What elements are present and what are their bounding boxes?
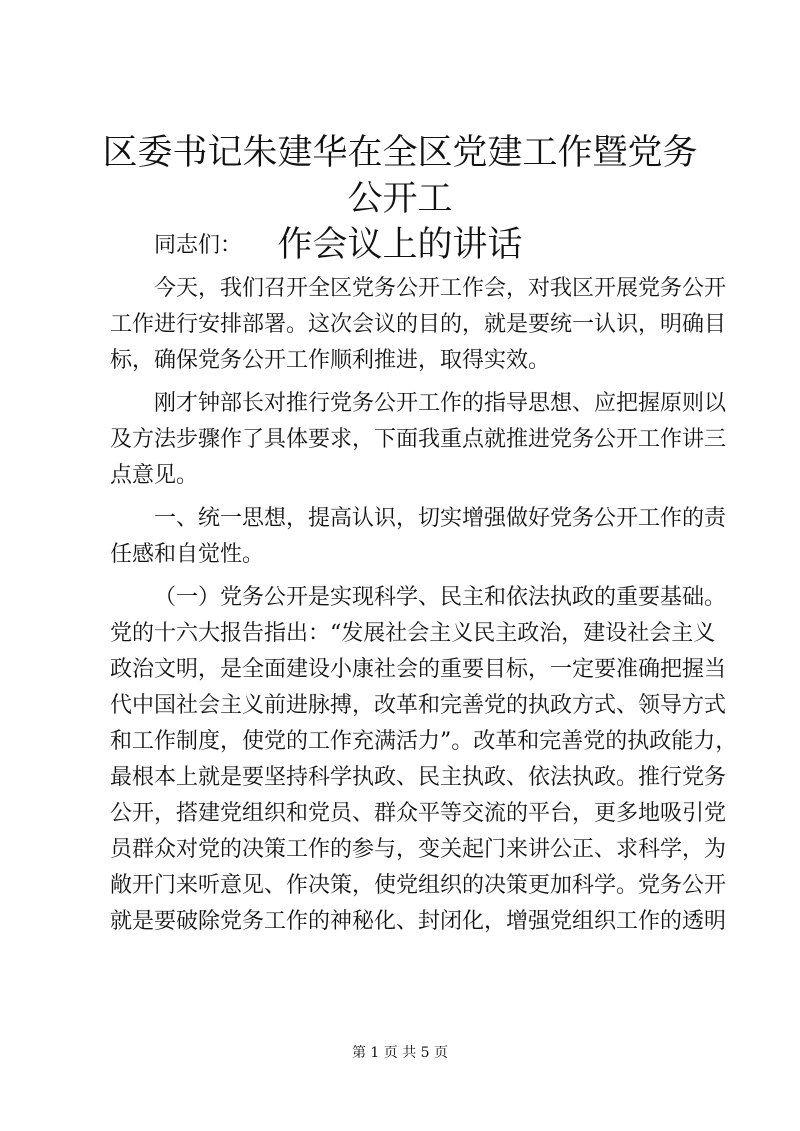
title-line-2: 作会议上的讲话 [277, 225, 523, 265]
paragraph-line: 党的十六大报告指出：“发展社会主义民主政治，建设社会主义 [110, 621, 716, 646]
paragraph-line: 政治文明，是全面建设小康社会的重要目标，一定要准确把握当 [110, 657, 727, 682]
section-heading-1 [110, 501, 727, 573]
page-footer: 第 1 页 共 5 页 [351, 1045, 449, 1061]
paragraph-subsection-1 [110, 580, 738, 940]
paragraph-line: 一、统一思想，提高认识，切实增强做好党务公开工作的责 [154, 506, 727, 531]
document-body [110, 228, 738, 940]
paragraph-line: 刚才钟部长对推行党务公开工作的指导思想、应把握原则以 [154, 391, 727, 416]
paragraph-line: 标，确保党务公开工作顺利推进，取得实效。 [110, 348, 551, 373]
paragraph-line: 敞开门来听意见、作决策，使党组织的决策更加科学。党务公开 [110, 873, 727, 898]
paragraph-line: 和工作制度，使党的工作充满活力”。改革和完善党的执政能力， [110, 729, 738, 754]
paragraph-line: 任感和自觉性。 [110, 542, 265, 567]
paragraph-salutation [110, 228, 700, 264]
paragraph-line: 员群众对党的决策工作的参与，变关起门来讲公正、求科学，为 [110, 837, 727, 862]
paragraph-intro [110, 271, 727, 379]
paragraph-line: 及方法步骤作了具体要求，下面我重点就推进党务公开工作讲三 [110, 427, 727, 452]
paragraph-line: 公开，搭建党组织和党员、群众平等交流的平台，更多地吸引党 [110, 801, 727, 826]
paragraph-line: 今天，我们召开全区党务公开工作会，对我区开展党务公开 [154, 276, 727, 301]
paragraph-context [110, 386, 727, 494]
paragraph-line: 最根本上就是要坚持科学执政、民主执政、依法执政。推行党务 [110, 765, 727, 790]
paragraph-line: 代中国社会主义前进脉搏，改革和完善党的执政方式、领导方式 [110, 693, 727, 718]
paragraph-line: 就是要破除党务工作的神秘化、封闭化，增强党组织工作的透明 [110, 909, 727, 934]
paragraph-line: 同志们： [154, 233, 243, 258]
paragraph-line: 点意见。 [110, 463, 199, 488]
title-line-1: 区委书记朱建华在全区党建工作暨党务公开工 [102, 133, 698, 219]
paragraph-line: 工作进行安排部署。这次会议的目的，就是要统一认识，明确目 [110, 312, 727, 337]
paragraph-line: （一）党务公开是实现科学、民主和依法执政的重要基础。 [154, 585, 727, 610]
